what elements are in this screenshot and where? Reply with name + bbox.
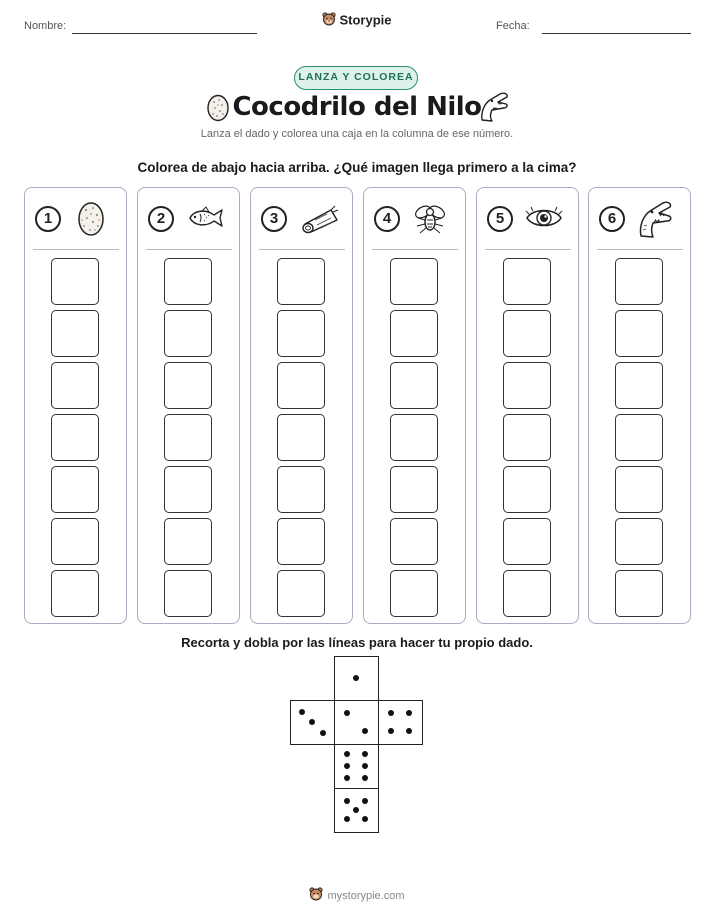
color-box[interactable] (164, 362, 212, 409)
race-board (24, 187, 690, 624)
activity-badge: LANZA Y COLOREA (294, 66, 418, 90)
color-box[interactable] (390, 310, 438, 357)
race-column-5 (476, 187, 579, 624)
title-row (0, 90, 714, 126)
die-face (290, 700, 335, 745)
color-box[interactable] (615, 466, 663, 513)
color-box[interactable] (277, 310, 325, 357)
die-pip (362, 816, 368, 822)
color-box[interactable] (390, 466, 438, 513)
color-box[interactable] (51, 414, 99, 461)
color-box[interactable] (51, 310, 99, 357)
column-number: 1 (35, 206, 61, 232)
color-box[interactable] (164, 466, 212, 513)
die-pip (362, 751, 368, 757)
column-number: 3 (261, 206, 287, 232)
footer (0, 887, 714, 905)
color-box[interactable] (503, 310, 551, 357)
color-box[interactable] (615, 310, 663, 357)
footer-url[interactable]: mystorypie.com (327, 889, 405, 902)
bear-mascot-icon (309, 887, 323, 905)
fly-icon (410, 198, 450, 243)
column-header (364, 198, 465, 242)
die-pip (362, 775, 368, 781)
page-title: Cocodrilo del Nilo (232, 92, 482, 122)
fish-icon (184, 198, 226, 243)
die-face (334, 744, 379, 789)
die-pip (344, 798, 350, 804)
die-pip (362, 728, 368, 734)
date-label: Fecha: (496, 20, 530, 32)
race-column-2 (137, 187, 240, 624)
color-box[interactable] (615, 414, 663, 461)
color-box[interactable] (277, 362, 325, 409)
die-pip (299, 709, 305, 715)
column-divider (33, 249, 119, 250)
column-header (251, 198, 352, 242)
name-label: Nombre: (24, 20, 67, 32)
color-box[interactable] (503, 518, 551, 565)
die-face (334, 656, 379, 701)
die-pip (388, 728, 394, 734)
color-box[interactable] (277, 414, 325, 461)
column-header (138, 198, 239, 242)
color-box[interactable] (164, 414, 212, 461)
die-face (334, 700, 379, 745)
color-box[interactable] (390, 414, 438, 461)
color-box[interactable] (51, 466, 99, 513)
color-box[interactable] (277, 466, 325, 513)
column-divider (259, 249, 345, 250)
crocodile-head-icon (478, 90, 510, 129)
die-pip (406, 728, 412, 734)
color-box[interactable] (615, 362, 663, 409)
color-box[interactable] (503, 258, 551, 305)
race-column-6 (588, 187, 691, 624)
race-column-1 (24, 187, 127, 624)
die-pip (388, 710, 394, 716)
color-box[interactable] (164, 258, 212, 305)
color-box[interactable] (390, 570, 438, 617)
color-box[interactable] (277, 518, 325, 565)
bear-mascot-icon (322, 12, 336, 30)
column-number: 4 (374, 206, 400, 232)
die-pip (320, 730, 326, 736)
name-field-line[interactable] (72, 33, 257, 34)
subtitle: Lanza el dado y colorea una caja en la columna de ese número. (200, 128, 514, 140)
log-icon (297, 198, 345, 243)
color-box[interactable] (390, 518, 438, 565)
die-face (334, 788, 379, 833)
color-box[interactable] (51, 570, 99, 617)
column-number: 6 (599, 206, 625, 232)
column-divider (597, 249, 683, 250)
egg-icon (71, 198, 111, 243)
color-box[interactable] (615, 258, 663, 305)
column-number: 2 (148, 206, 174, 232)
column-header (589, 198, 690, 242)
column-divider (146, 249, 232, 250)
brand-logo (0, 12, 714, 30)
die-pip (362, 798, 368, 804)
die-pip (344, 816, 350, 822)
color-box[interactable] (503, 362, 551, 409)
date-field-line[interactable] (542, 33, 691, 34)
color-box[interactable] (503, 570, 551, 617)
color-box[interactable] (390, 362, 438, 409)
color-box[interactable] (277, 570, 325, 617)
die-pip (353, 807, 359, 813)
die-pip (344, 775, 350, 781)
race-column-4 (363, 187, 466, 624)
color-box[interactable] (390, 258, 438, 305)
color-box[interactable] (51, 362, 99, 409)
die-face (378, 700, 423, 745)
column-divider (485, 249, 571, 250)
die-pip (353, 675, 359, 681)
color-box[interactable] (615, 570, 663, 617)
column-divider (372, 249, 458, 250)
color-box[interactable] (164, 310, 212, 357)
column-number: 5 (487, 206, 513, 232)
brand-name: Storypie (339, 12, 392, 28)
color-box[interactable] (503, 466, 551, 513)
die-pip (362, 763, 368, 769)
color-box[interactable] (51, 518, 99, 565)
color-box[interactable] (51, 258, 99, 305)
color-box[interactable] (277, 258, 325, 305)
color-box[interactable] (503, 414, 551, 461)
crocodile-head-icon (635, 198, 675, 245)
race-column-3 (250, 187, 353, 624)
die-pip (344, 751, 350, 757)
color-box[interactable] (164, 518, 212, 565)
column-header (25, 198, 126, 242)
column-header (477, 198, 578, 242)
die-pip (309, 719, 315, 725)
eye-icon (523, 198, 565, 243)
instruction-text: Colorea de abajo hacia arriba. ¿Qué imagen llega primero a la cima? (137, 160, 577, 175)
color-box[interactable] (164, 570, 212, 617)
cut-instruction: Recorta y dobla por las líneas para hacer tu propio dado. (181, 635, 533, 650)
color-box[interactable] (615, 518, 663, 565)
die-pip (344, 710, 350, 716)
die-pip (344, 763, 350, 769)
die-pip (406, 710, 412, 716)
